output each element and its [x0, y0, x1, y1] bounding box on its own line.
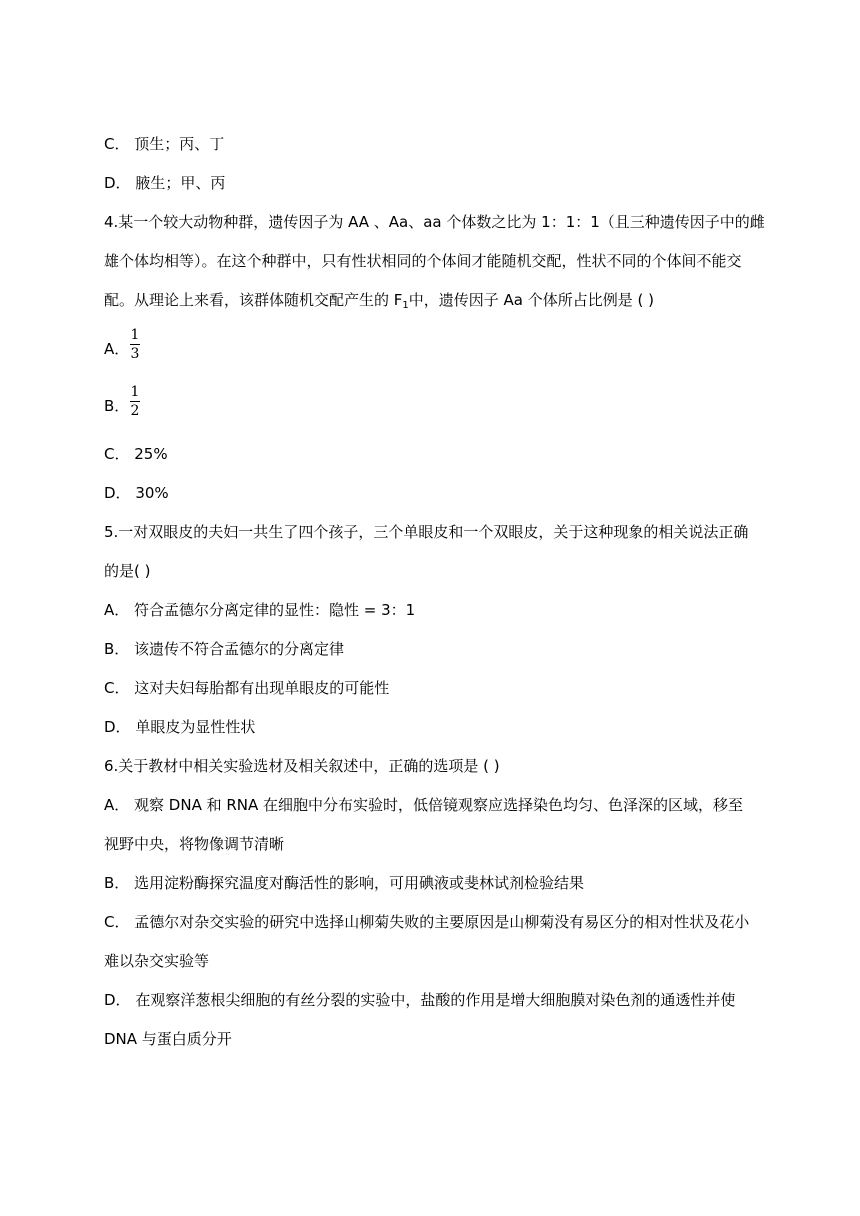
- option-a-q6-line-2: 视野中央，将物像调节清晰: [104, 835, 285, 853]
- question-4-line-3-post: 中，遗传因子 Aa 个体所占比例是 ( ): [408, 291, 655, 309]
- option-c-q5: C． 这对夫妇每胎都有出现单眼皮的可能性: [104, 679, 390, 697]
- option-c-q6-line-1: C． 孟德尔对杂交实验的研究中选择山柳菊失败的主要原因是山柳菊没有易区分的相对性状及花小: [104, 913, 750, 931]
- option-d-q6-line-1: D． 在观察洋葱根尖细胞的有丝分裂的实验中，盐酸的作用是增大细胞膜对染色剂的通透性并使: [104, 991, 736, 1009]
- option-b-q5: B． 该遗传不符合孟德尔的分离定律: [104, 640, 345, 658]
- fraction-bar: [130, 401, 140, 402]
- question-5-line-1: 5.一对双眼皮的夫妇一共生了四个孩子，三个单眼皮和一个双眼皮，关于这种现象的相关说法正确: [104, 523, 749, 541]
- question-5-line-2: 的是( ): [104, 562, 151, 580]
- option-b-q4-fraction: [130, 384, 140, 419]
- option-b-q6: B． 选用淀粉酶探究温度对酶活性的影响，可用碘液或斐林试剂检验结果: [104, 874, 585, 892]
- option-c-q6-line-2: 难以杂交实验等: [104, 952, 210, 970]
- fraction-numerator: 1: [130, 327, 140, 343]
- fraction-numerator: 1: [130, 384, 140, 400]
- option-a-q4-fraction: [130, 327, 140, 362]
- question-4-line-3-pre: 配。从理论上来看，该群体随机交配产生的 F: [104, 291, 403, 309]
- question-6: 6.关于教材中相关实验选材及相关叙述中，正确的选项是 ( ): [104, 757, 500, 775]
- option-d-q6-line-2: DNA 与蛋白质分开: [104, 1030, 232, 1048]
- fraction-denominator: 3: [130, 346, 140, 362]
- option-d-q3: D． 腋生；甲、丙: [104, 174, 226, 192]
- question-4-line-1: 4.某一个较大动物种群，遗传因子为 AA 、Aa、aa 个体数之比为 1：1：1（且三种遗传因子中的雌: [104, 213, 765, 231]
- subscript-1: 1: [402, 300, 409, 311]
- fraction-bar: [130, 344, 140, 345]
- question-4-line-2: 雄个体均相等）。在这个种群中，只有性状相同的个体间才能随机交配，性状不同的个体间不能交: [104, 252, 742, 270]
- option-d-q5: D． 单眼皮为显性性状: [104, 718, 256, 736]
- option-d-q4: D． 30%: [104, 484, 169, 502]
- option-a-q6-line-1: A． 观察 DNA 和 RNA 在细胞中分布实验时，低倍镜观察应选择染色均匀、色泽深的区域，移至: [104, 796, 744, 814]
- option-b-q4-label: B．: [104, 397, 130, 415]
- fraction-denominator: 2: [130, 403, 140, 419]
- option-a-q5: A． 符合孟德尔分离定律的显性：隐性 = 3：1: [104, 601, 416, 619]
- option-c-q4: C． 25%: [104, 445, 168, 463]
- question-4-line-3: [104, 290, 654, 316]
- option-c-q3: C． 顶生；丙、丁: [104, 135, 225, 153]
- option-a-q4-label: A．: [104, 340, 130, 358]
